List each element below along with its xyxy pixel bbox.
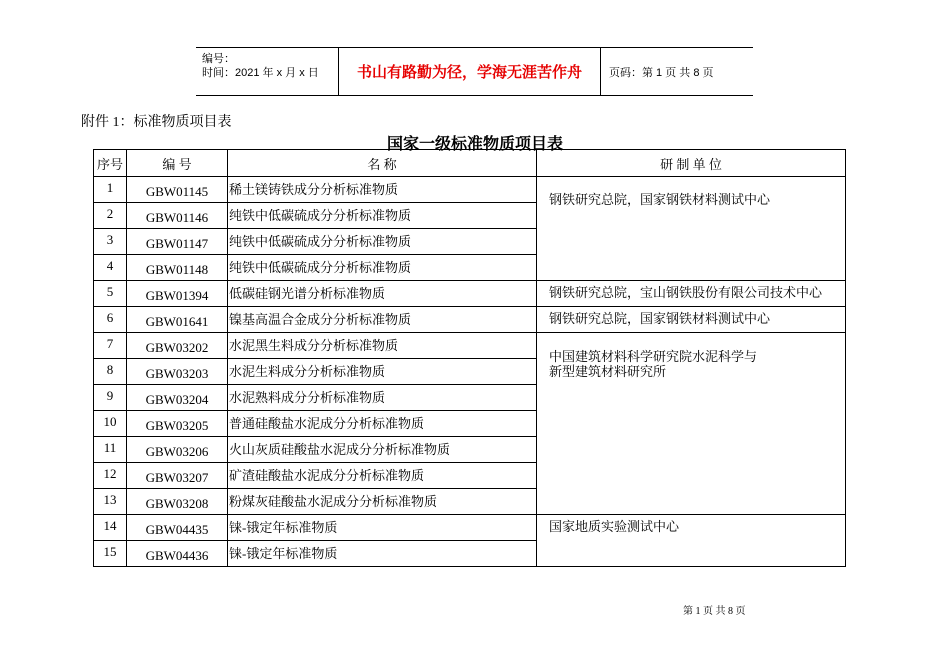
unit-line: 中国建筑材料科学研究院水泥科学与: [549, 349, 758, 364]
row-code: GBW03205: [127, 411, 228, 437]
attachment-label: 附件 1：标准物质项目表: [81, 115, 232, 130]
row-unit: 钢铁研究总院，国家钢铁材料测试中心: [537, 177, 846, 281]
unit-line: 新型建筑材料研究所: [549, 364, 667, 379]
row-code: GBW01145: [127, 177, 228, 203]
row-code: GBW01147: [127, 229, 228, 255]
row-no: 13: [94, 489, 127, 515]
row-no: 4: [94, 255, 127, 281]
row-code: GBW01641: [127, 307, 228, 333]
table-header-row: [94, 150, 846, 177]
row-name: 火山灰质硅酸盐水泥成分分析标准物质: [228, 437, 537, 463]
header-meta: [196, 48, 339, 95]
col-header-code: 编 号: [127, 150, 228, 177]
row-code: GBW03207: [127, 463, 228, 489]
row-name: 普通硅酸盐水泥成分分析标准物质: [228, 411, 537, 437]
row-code: GBW04435: [127, 515, 228, 541]
row-name: 纯铁中低碳硫成分分析标准物质: [228, 229, 537, 255]
row-unit: 钢铁研究总院，国家钢铁材料测试中心: [537, 307, 846, 333]
row-code: GBW01146: [127, 203, 228, 229]
row-code: GBW04436: [127, 541, 228, 567]
header-motto: 书山有路勤为径，学海无涯苦作舟: [339, 48, 601, 95]
col-header-no: 序号: [94, 150, 127, 177]
page-footer: 第 1 页 共 8 页: [683, 606, 746, 617]
table-row: [94, 333, 846, 359]
row-code: GBW01148: [127, 255, 228, 281]
row-code: GBW03202: [127, 333, 228, 359]
table-row: [94, 515, 846, 541]
page-header: [196, 47, 753, 96]
row-name: 纯铁中低碳硫成分分析标准物质: [228, 203, 537, 229]
row-no: 11: [94, 437, 127, 463]
row-code: GBW03206: [127, 437, 228, 463]
row-no: 14: [94, 515, 127, 541]
row-unit: 钢铁研究总院，宝山钢铁股份有限公司技术中心: [537, 281, 846, 307]
standards-table: [93, 149, 846, 567]
row-no: 3: [94, 229, 127, 255]
row-code: GBW03204: [127, 385, 228, 411]
time-label: 时间：2021 年 x 月 x 日: [202, 67, 319, 79]
row-name: 水泥熟料成分分析标准物质: [228, 385, 537, 411]
row-code: GBW03203: [127, 359, 228, 385]
row-no: 6: [94, 307, 127, 333]
row-no: 12: [94, 463, 127, 489]
row-name: 稀土镁铸铁成分分析标准物质: [228, 177, 537, 203]
row-name: 纯铁中低碳硫成分分析标准物质: [228, 255, 537, 281]
col-header-name: 名 称: [228, 150, 537, 177]
number-label: 编号：: [202, 53, 235, 65]
table-row: [94, 281, 846, 307]
row-name: 粉煤灰硅酸盐水泥成分分析标准物质: [228, 489, 537, 515]
col-header-unit: 研 制 单 位: [537, 150, 846, 177]
row-code: GBW01394: [127, 281, 228, 307]
row-name: 镍基高温合金成分分析标准物质: [228, 307, 537, 333]
header-page-label: 页码：第 1 页 共 8 页: [609, 66, 714, 79]
row-unit: 国家地质实验测试中心: [537, 515, 846, 567]
table-row: [94, 177, 846, 203]
row-no: 5: [94, 281, 127, 307]
row-name: 铼-锇定年标准物质: [228, 541, 537, 567]
row-no: 10: [94, 411, 127, 437]
row-no: 15: [94, 541, 127, 567]
table-title: 国家一级标准物质项目表: [386, 134, 563, 153]
row-code: GBW03208: [127, 489, 228, 515]
row-no: 8: [94, 359, 127, 385]
row-unit: [537, 333, 846, 515]
row-no: 2: [94, 203, 127, 229]
row-no: 1: [94, 177, 127, 203]
row-no: 7: [94, 333, 127, 359]
row-no: 9: [94, 385, 127, 411]
row-name: 水泥黑生料成分分析标准物质: [228, 333, 537, 359]
table-row: [94, 307, 846, 333]
row-name: 低碳硅钢光谱分析标准物质: [228, 281, 537, 307]
row-name: 铼-锇定年标准物质: [228, 515, 537, 541]
row-name: 水泥生料成分分析标准物质: [228, 359, 537, 385]
row-name: 矿渣硅酸盐水泥成分分析标准物质: [228, 463, 537, 489]
